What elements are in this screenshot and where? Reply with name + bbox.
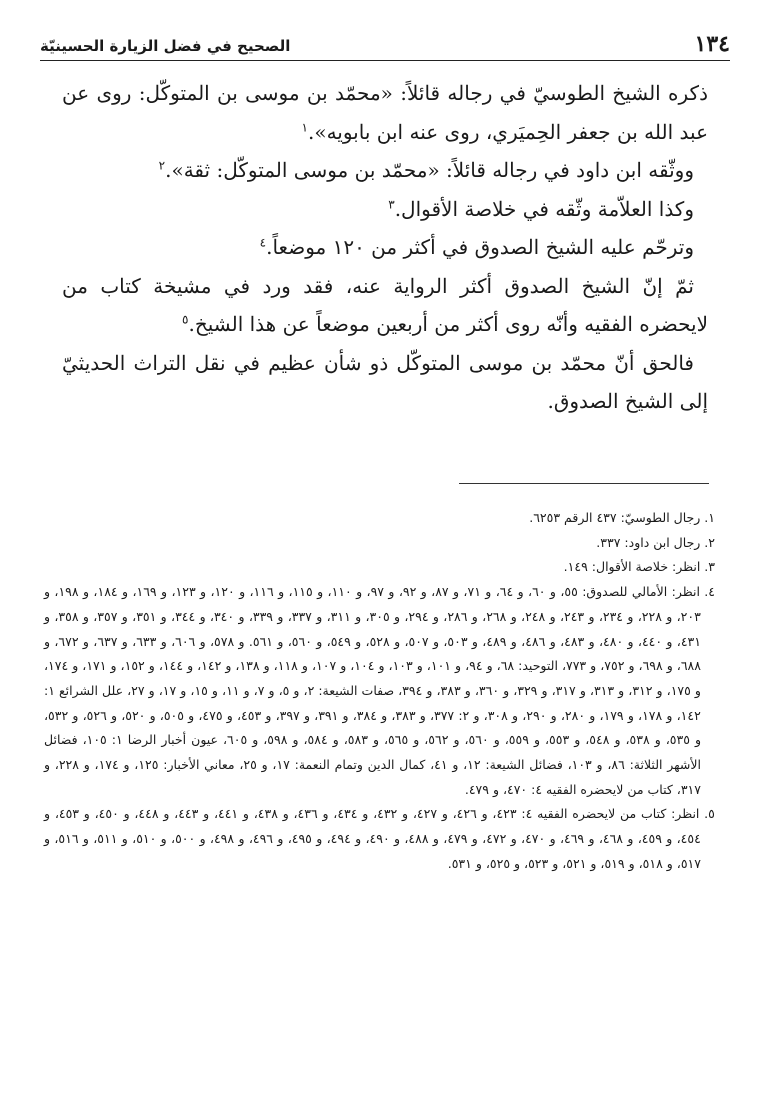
paragraph: وكذا العلاّمة وثّقه في خلاصة الأقوال.$^٣$ [388,196,694,221]
paragraph: ووثّقه ابن داود في رجاله قائلاً: «محمّد بن موسى المتوكّل: ثقة».$^٢$ [158,158,694,182]
footnote-ref: ٣ [388,196,395,211]
footnote: ٢. رجال ابن داود: ٣٣٧. [596,534,715,550]
footnote-separator [459,483,709,484]
page-number: ١٣٤ [694,31,730,57]
paragraph: ذكره الشيخ الطوسيّ في رجاله قائلاً: «محمّد بن موسى بن المتوكّل: روى عن عبد الله بن جعفر الحِميَري، روى عنه ابن بابويه».$^١$ [62,81,708,144]
footnote-ref: ٤ [259,235,267,250]
footnote-ref: ٢ [158,158,166,173]
footnote-ref: ٥ [182,312,189,327]
paragraph: ثمّ إنّ الشيخ الصدوق أكثر الرواية عنه، فقد ورد في مشيخة كتاب من لايحضره الفقيه وأنّه روى أكثر من أربعين موضعاً عن هذا الشيخ.$^٥$ [62,273,708,336]
running-title: الصحيح في فضل الزيارة الحسينيّة [40,37,291,55]
page-header [40,24,730,61]
paragraph: فالحق أنّ محمّد بن موسى المتوكّل ذو شأن عظيم في نقل التراث الحديثيّ إلى الشيخ الصدوق. [62,350,708,413]
footnote: ٣. انظر: خلاصة الأقوال: ١٤٩. [563,559,715,575]
footnote: ٤. انظر: الأمالي للصدوق: ٥٥، و ٦٠، و ٦٤، و ٧١، و ٨٧، و ٩٢، و ٩٧، و ١١٠، و ١١٥، و ١١٦، و ١٢٠، و ١٢٣، و ١٦٩، و ١٨٤، و ١٩٨، و ٢٠٣، و ٢٢٨، و ٢٣٤، و ٢٤٣، و ٢٤٨، و ٢٦٨، و ٢٨٦، و ٢٩٤، و ٣٠٥، و ٣١١، و ٣٣٧، و ٣٣٩، و ٣٤٠، و ٣٤٤، و ٣٥١، و ٣٥٧، و ٣٥٨، و ٤٣١، و ٤٤٠، و ٤٨٠، و ٤٨٣، و ٤٨٦، و ٤٨٩، و ٥٠٣، و ٥٠٧، و ٥٢٨، و ٥٤٩، و ٥٦٠، و ٥٦١. و ٥٧٨، و ٦٠٦، و ٦٣٣، و ٦٣٧، و ٦٧٢، و ٦٨٨، و ٦٩٨، و ٧٥٢، و ٧٧٣، التوحيد: ٦٨، و ٩٤، و ١٠١، و ١٠٣، و ١٠٤، و ١٠٧، و ١١٨، و ١٣٨، و ١٤٢، و ١٤٤، و ١٥٢، و ١٧١، و ١٧٤، و ١٧٥، و ٣١٢، و ٣١٣، و ٣١٧، و ٣٢٩، و ٣٦٠، و ٣٨٣، و ٣٩٤، صفات الشيعة: ٢، و ٥، و ٧، و ١١، و ١٥، و ١٧، و ٢٧، علل الشرائع ١: ١٤٢، و ١٧٨، و ١٧٩، و ٢٨٠، و ٢٩٠، و ٣٠٨، و ٢: ٣٧٧، و ٣٨٣، و ٣٨٤، و ٣٩١، و ٣٩٧، و ٤٥٣، و ٤٧٥، و ٥٠٥، و ٥٢٠، و ٥٢٦، و ٥٣٢، و ٥٣٥، و ٥٣٨، و ٥٤٨، و ٥٥٣، و ٥٥٩، و ٥٦٠، و ٥٦٢، و ٥٦٥، و ٥٨٣، و ٥٨٤، و ٥٩٨، و ٦٠٥، عيون أخبار الرضا ١: ١٠٥، فضائل الأشهر الثلاثة: ٨٦، و ١٠٣، فضائل الشيعة: ١٢، و ٤١، كمال الدين وتمام النعمة: ١٧، و ٢٥، معاني الأخبار: ١٢٥، و ١٧٤، و ٢٢٨، و ٣١٧، كتاب من لايحضره الفقيه ٤: ٤٧٠، و ٤٧٩. [44,584,715,797]
footnote-ref: ١ [301,119,308,134]
main-text [62,74,708,421]
footnotes [44,506,715,877]
paragraph: وترحّم عليه الشيخ الصدوق في أكثر من ١٢٠ موضعاً.$^٤$ [259,235,694,259]
footnote: ١. رجال الطوسيّ: ٤٣٧ الرقم ٦٢٥٣. [529,510,715,525]
footnote: ٥. انظر: كتاب من لايحضره الفقيه ٤: ٤٢٣، و ٤٢٦، و ٤٢٧، و ٤٣٢، و ٤٣٤، و ٤٣٦، و ٤٣٨، و ٤٤١، و ٤٤٣، و ٤٤٨، و ٤٥٠، و ٤٥٣، و ٤٥٤، و ٤٥٩، و ٤٦٨، و ٤٦٩، و ٤٧٠، و ٤٧٢، و ٤٧٩، و ٤٨٨، و ٤٩٠، و ٤٩٤، و ٤٩٥، و ٤٩٦، و ٤٩٨، و ٥٠٠، و ٥١٠، و ٥١١، و ٥١٦، و ٥١٧، و ٥١٨، و ٥١٩، و ٥٢١، و ٥٢٣، و ٥٢٥، و ٥٣١. [44,806,715,871]
